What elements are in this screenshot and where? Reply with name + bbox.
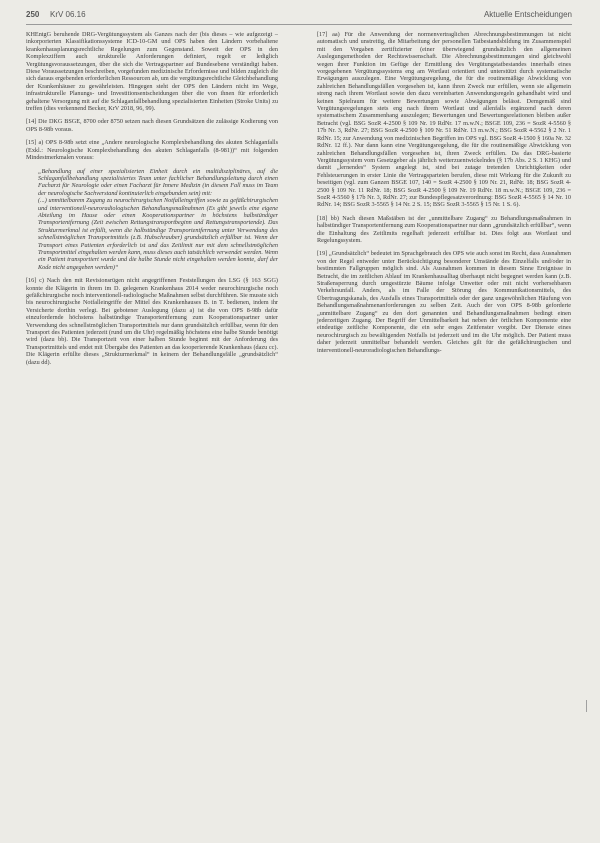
right-column <box>317 31 571 360</box>
paragraph-18: [18] bb) Nach diesen Maßstäben ist der „unmittelbare Zugang“ zu Behandlungsmaßnahmen in halbstündiger Transportentfernung zum Kooperationspartner nur dann „grundsätzlich erfüllbar“, wenn die Einhaltung des Zeitlimits regelhaft jederzeit erfüllbar ist. Dies folgt aus Wortlaut und Regelungssystem. <box>317 214 571 244</box>
paragraph-17: [17] aa) Für die Anwendung der normenvertraglichen Abrechnungsbestimmungen ist nicht automatisch und unstreitig, die Mitarbeitung der personellen Tatbestandsbildung im Zusammenspiel mit den Vorgaben zertifizierter (einer überwiegend grundsätzlich den allgemeinen Auslegungsmethoden der Rechtswissenschaft. Die Abrechnungsbestimmungen sind gleichwohl wegen ihrer Funktion im Gefüge der Ermittlung des Vergütungstatbestandes innerhalb eines vorgegebenen Vergütungssystems eng am Wortlaut orientiert und unterstützt durch systematische Erwägungen auszulegen. Eine Vergütungsregelung, die für die routinemäßige Abwicklung von zahlreichen Behandlungsfällen vorgesehen ist, kann ihren Zweck nur erfüllen, wenn sie allgemein streng nach ihrem Wortlaut sowie den dazu vereinbarten Anwendungsregeln gehandhabt wird und keinen Spielraum für weitere Bewertungen sowie Abwägungen belässt. Demgemäß sind Vergütungsregelungen stets eng nach ihrem Wortlaut und allenfalls ergänzend nach deren systematischem Zusammenhang auszulegen; Bewertungen und Bewertungsrelationen bleiben außer Betracht (vgl. BSG SozR 4-2500 § 109 Nr. 19 RdNr. 17 m.w.N.; BSGE 109, 236 = SozR 4-5560 § 17b Nr. 3, RdNr. 27; BSG SozR 4-2500 § 109 Nr. 51 RdNr. 13 m.w.N.; BSG SozR 4-5562 § 2 Nr. 1 RdNr. 15; zur Anwendung von medizinischen Begriffen im OPS vgl. BSG SozR 4-1500 § 160a Nr. 32 RdNr. 12 ff.). Nur dann kann eine Vergütungsregelung, die für die routinemäßige Abwicklung von zahlreichen Behandlungsfällen vorgesehen ist, ihren Zweck erfüllen. Da das DRG-basierte Vergütungssystem vom Gesetzgeber als jährlich weiterzuentwickelndes (§ 17b Abs. 2 S. 1 KHG) und damit „lernendes“ System angelegt ist, sind bei zutage tretenden Unrichtigkeiten oder Fehlsteuerungen in erster Linie die Vertragsparteien berufen, diese mit Wirkung für die Zukunft zu beseitigen (vgl. zum Ganzen BSGE 107, 140 = SozR 4-2500 § 109 Nr. 21, RdNr. 18; BSG SozR 4-2500 § 109 Nr. 11 RdNr. 18; BSG SozR 4-2500 § 109 Nr. 19 RdNr. 18 m.w.N.; BSGE 109, 236 = SozR 4-5560 § 17b Nr. 3, RdNr. 27; zur Bundespflegesatzverordnung: BSG SozR 4-5565 § 14 Nr. 10 RdNr. 14; BSG SozR 3-5565 § 14 Nr. 2 S. 15; BSG SozR 3-5565 § 15 Nr. 1 S. 6). <box>317 31 571 209</box>
page-header <box>26 10 572 24</box>
paragraph-14: [14] Die DKG BSGE, 8700 oder 8750 setzen nach diesen Grundsätzen die zulässige Kodierung von OPS 8-98b voraus. <box>26 118 278 133</box>
ops-quote <box>38 168 278 272</box>
page-number: 250 <box>26 10 40 19</box>
margin-mark <box>586 700 590 712</box>
ops-quote-part-2: (...) unmittelbarem Zugang zu neurochirurgischen Notfalleingriffen sowie zu gefäßchirurgischen und interventionell-neuroradiologischen Behandlungsmaßnahmen (Es gibt jeweils eine eigene Abteilung im Hause oder einen Kooperationspartner in höchstens halbstündiger Transportentfernung (Zeit zwischen Rettungstransportbeginn und Rettungstransportende). Das Strukturmerkmal ist erfüllt, wenn die halbstündige Transportentfernung unter Verwendung des schnellstmöglichen Transportmittels (z.B. Hubschrauber) grundsätzlich erfüllbar ist. Wenn der Transport eines Patienten erforderlich ist und das Zeitlimit nur mit dem schnellstmöglichen Transportmittel eingehalten werden kann, muss dieses auch tatsächlich verwendet werden. Wenn ein Patient transportiert wurde und die halbe Stunde nicht eingehalten werden konnte, darf der Kode nicht angegeben werden)“ <box>38 197 278 271</box>
section-title: Aktuelle Entscheidungen <box>483 10 572 19</box>
paragraph-19: [19] „Grundsätzlich“ bedeutet im Sprachgebrauch des OPS wie auch sonst im Recht, dass Ausnahmen von der Regel entweder unter Berücksichtigung besonderer Umstände des Einzelfalls und/oder in bestimmten Fallgruppen möglich sind. Als Ausnahmen kommen in diesem Sinne Ereignisse in Betracht, die im zeitlichen Ablauf im Krankenhausalltag überhaupt nicht begegnet werden kann (z.B. Straßensperrung durch umgestürzte Bäume infolge Unwetter oder mit nicht vorhersehbaren Verkehrsunfall. Anders, als im Falle der Störung des Kommunikationsmittels, des Übertragungskanals, des Ausfalls eines Transportmittels oder der ganz ungewöhnlichen Häufung von Behandlungsmaßnahmenanforderungen zu selben Zeit. Auch der von OPS 8-98b geforderte „unmittelbare Zugang“ zu den dort genannten und Behandlungsmaßnahmen bedingt einen jederzeitigen Zugang. Der Begriff der Unmittelbarkeit hat neben der örtlichen Komponente eine eindeutige zeitliche Komponente, die ein sehr enges Zeitfenster vorgibt. Der Dienste eines neurochirurgisch zu bewältigenden Notfalls ist jederzeit und im die Uhr möglich. Der Patient muss daher jederzeit unmittelbar behandelt werden. Gleiches gilt für die gefäßchirurgischen und interventionell-neuroradiologischen Behandlungs- <box>317 250 571 354</box>
paragraph-continuation: KHEntgG beruhende DRG-Vergütungssystem als Ganzes nach der (bis dieses – wie aufgezeigt – inkorporierten Klassifikationssysteme ICD-10-GM und OPS haben den Ländern vorbehaltene krankenhausplanungsrechtliche Regelungen zum Gegenstand. Soweit der OPS in den Komplexziffern auch strukturelle Anforderungen definiert, regelt er lediglich Vergütungsvoraussetzungen, über die sich die Vertragspartner auf Bundesebene verständigt haben. Diese Voraussetzungen beschreiben, vorgefunden medizinische Erfordernisse und bilden zugleich die sich daraus ergebenden erforderlichen Ressourcen ab, um die vergütungsrechtliche Gleichbehandlung der Krankenhäuser zu gewährleisten. Hingegen steht der OPS den Ländern nicht im Wege, infrastrukturelle Planungs- und Investitionsentscheidungen über die von ihnen für erforderlich gehaltene Versorgung mit auf die Schlaganfallbehandlung spezialisierten Einheiten (Stroke Units) zu treffen (dies verkennend Becker, KrV 2018, 96, 99). <box>26 31 278 113</box>
paragraph-15: [15] a) OPS 8-98b setzt eine „Andere neurologische Komplexbehandlung des akuten Schlaganfalls (Exkl.: Neurologische Komplexbehandlung des akuten Schlaganfalls (8-981))“ mit folgenden Mindestmerkmalen voraus: <box>26 139 278 162</box>
ops-quote-part-1: „Behandlung auf einer spezialisierten Einheit durch ein multidisziplinäres, auf die Schlaganfallbehandlung spezialisiertes Team unter fachlicher Behandlungsleitung durch einen Facharzt für Neurologie oder einen Facharzt für Innere Medizin (in diesem Fall muss im Team der neurologische Sachverstand kontinuierlich eingebunden sein) mit: <box>38 167 278 197</box>
paragraph-16: [16] c) Nach den mit Revisionsrügen nicht angegriffenen Feststellungen des LSG (§ 163 SGG) konnte die Klägerin in ihrem im D. gelegenen Krankenhaus 2014 weder neurochirurgische noch gefäßchirurgische noch interventionell-radiologische Maßnahmen selbst durchführen. Sie musste sich bis neurochirurgische Notfalleingriffe der Mittel des Krankenhauses B. in T. bedienen, indem ihr Versicherte dorthin verlegt. Bei gebotener Auslegung (dazu a) ist die von OPS 8-98b dafür einzufordernde höchstens halbstündige Transportentfernung zum Kooperationspartner unter Verwendung des schnellstmöglichen Transportmittels nur dann grundsätzlich erfüllbar, wenn für den Transport des Patienten jederzeit (rund um die Uhr) regelmäßig höchstens eine halbe Stunde benötigt wird (dazu bb). Die Transportzeit von einer halben Stunde beginnt mit der Anforderung des Transportmittels und endet mit Übergabe des Patienten an das kooperierende Krankenhaus (dazu cc). Die Klägerin erfüllte dieses „Strukturmerkmal“ in keinem der Behandlungsfälle „grundsätzlich“ (dazu dd). <box>26 277 278 366</box>
left-column <box>26 31 278 372</box>
header-rule <box>26 24 572 25</box>
journal-issue: KrV 06.16 <box>50 10 86 19</box>
